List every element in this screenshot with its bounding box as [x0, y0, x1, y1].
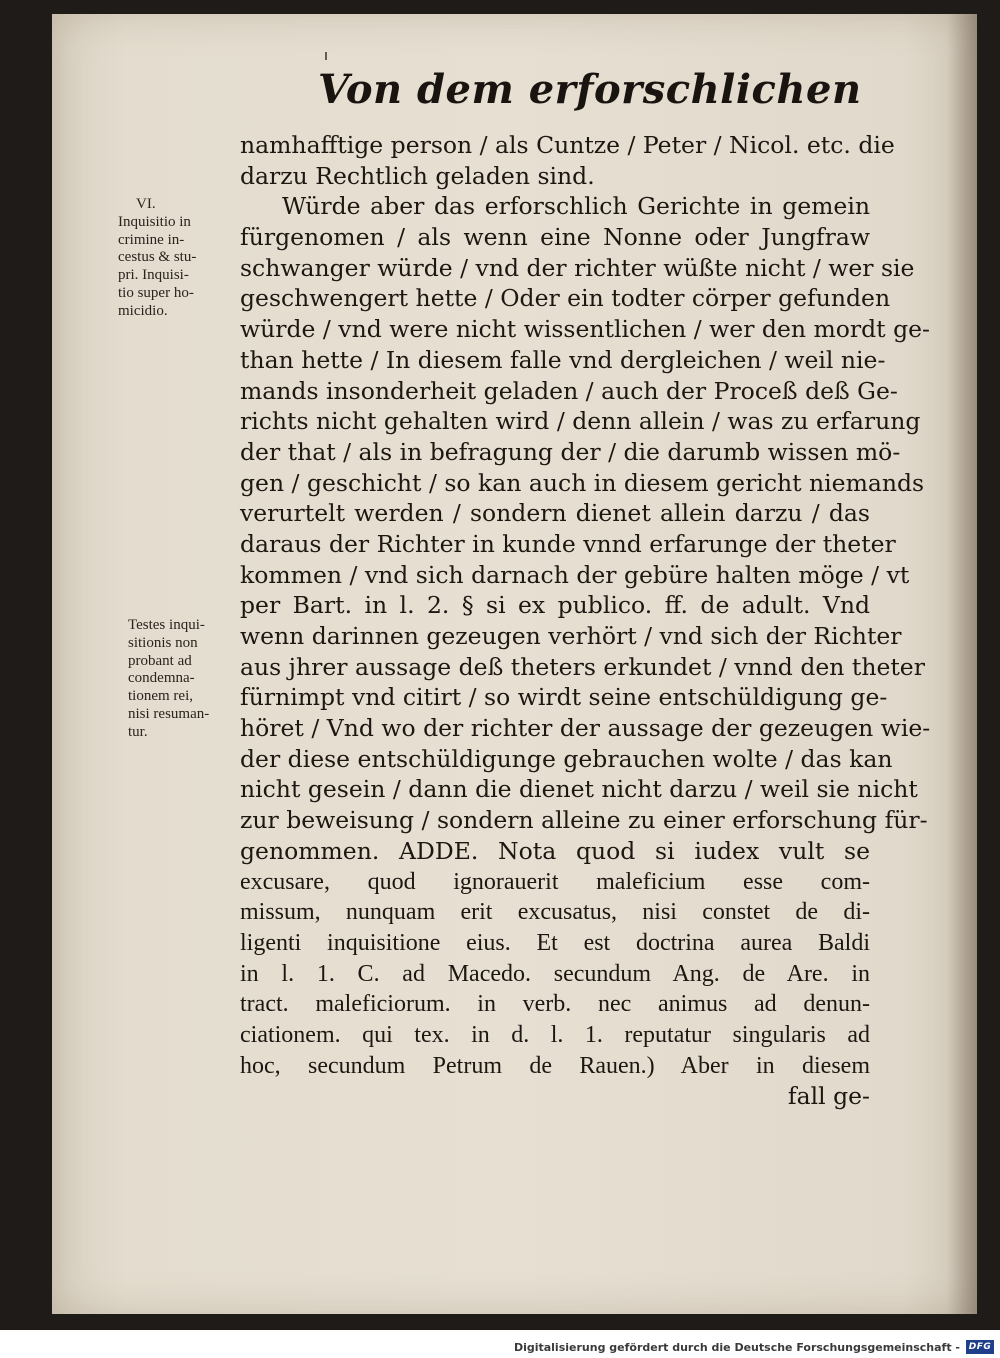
running-head: Von dem erforschlichen [318, 66, 862, 113]
text-line: darzu Rechtlich geladen sind. [240, 161, 595, 190]
catchword: fall ge- [787, 1082, 870, 1111]
marginal-line: nisi resuman- [128, 705, 210, 722]
page-edge-shadow [947, 14, 977, 1314]
marginal-line: condemna- [128, 670, 195, 687]
marginal-line: tio super ho- [118, 284, 194, 301]
text-line: hoc, secundum Petrum de Rauen.) Aber in diesem [240, 1052, 870, 1079]
text-line: zur beweisung / sondern alleine zu einer erforschung für- [240, 806, 928, 835]
text-line: aus jhrer aussage deß theters erkundet / vnnd den theter [240, 652, 925, 681]
text-line: per Bart. in l. 2. § si ex publico. ff. de adult. Vnd [240, 591, 870, 620]
marginal-line: cestus & stu- [118, 249, 197, 266]
funding-credit: Digitalisierung gefördert durch die Deutsche Forschungsgemeinschaft - [513, 1341, 960, 1354]
text-line: verurtelt werden / sondern dienet allein darzu / das [240, 499, 870, 528]
text-line: wenn darinnen gezeugen verhört / vnd sich der Richter [240, 622, 902, 650]
text-line: richts nicht gehalten wird / denn allein / was zu erfarung [240, 407, 921, 436]
text-line: mands insonderheit geladen / auch der Proceß deß Ge- [240, 376, 898, 405]
text-line: ligenti inquisitione eius. Et est doctrina aurea Baldi [240, 929, 870, 956]
text-line: Würde aber das erforschlich Gerichte in gemein [282, 192, 870, 221]
text-line: gen / geschicht / so kan auch in diesem gericht niemands [240, 468, 925, 497]
marginal-note-inquisitio [118, 196, 236, 321]
text-line: nicht gesein / dann die dienet nicht darzu / weil sie nicht [240, 775, 918, 804]
text-line: der that / als in befragung der / die darumb wissen mö- [240, 437, 901, 466]
text-line: excusare, quod ignorauerit maleficium esse com- [240, 868, 870, 895]
marginal-line: sitionis non [128, 634, 198, 651]
text-line: in l. 1. C. ad Macedo. secundum Ang. de Are. in [240, 960, 870, 987]
text-line: schwanger würde / vnd der richter wüßte nicht / wer sie [240, 253, 915, 282]
text-line: kommen / vnd sich darnach der gebüre halten möge / vt [240, 560, 910, 589]
text-line: würde / vnd were nicht wissentlichen / wer den mordt ge- [240, 315, 930, 344]
text-line: than hette / In diesem falle vnd dergleichen / weil nie- [240, 345, 886, 374]
text-line: der diese entschüldigunge gebrauchen wolte / das kan [240, 744, 893, 773]
marginal-line: micidio. [118, 302, 168, 319]
marginal-line: VI. [136, 196, 156, 212]
text-line: geschwengert hette / Oder ein todter cörper gefunden [240, 284, 891, 313]
text-line: daraus der Richter in kunde vnnd erfarunge der theter [240, 529, 896, 558]
text-line: tract. maleficiorum. in verb. nec animus ad denun- [240, 991, 870, 1018]
text-line: höret / Vnd wo der richter der aussage der gezeugen wie- [240, 714, 931, 743]
dfg-logo: DFG [966, 1340, 994, 1354]
text-line: genommen. ADDE. Nota quod si iudex vult se [240, 836, 870, 865]
print-mark [325, 52, 327, 60]
marginal-line: tur. [128, 723, 148, 740]
marginal-line: probant ad [128, 652, 192, 669]
marginal-line: crimine in- [118, 231, 185, 248]
marginal-note-testes [128, 617, 246, 742]
text-line: fürgenomen / als wenn eine Nonne oder Jungfraw [240, 223, 870, 252]
text-line: fürnimpt vnd citirt / so wirdt seine entschüldigung ge- [240, 683, 888, 712]
text-line: ciationem. qui tex. in d. l. 1. reputatur singularis ad [240, 1021, 870, 1048]
marginal-line: Inquisitio in [118, 213, 191, 230]
marginal-line: Testes inqui- [128, 617, 205, 633]
text-line: missum, nunquam erit excusatus, nisi constet de di- [240, 899, 870, 926]
text-line: namhafftige person / als Cuntze / Peter / Nicol. etc. die [240, 131, 895, 159]
main-text-block [240, 130, 931, 1112]
marginal-line: pri. Inquisi- [118, 267, 189, 284]
marginal-line: tionem rei, [128, 688, 193, 705]
